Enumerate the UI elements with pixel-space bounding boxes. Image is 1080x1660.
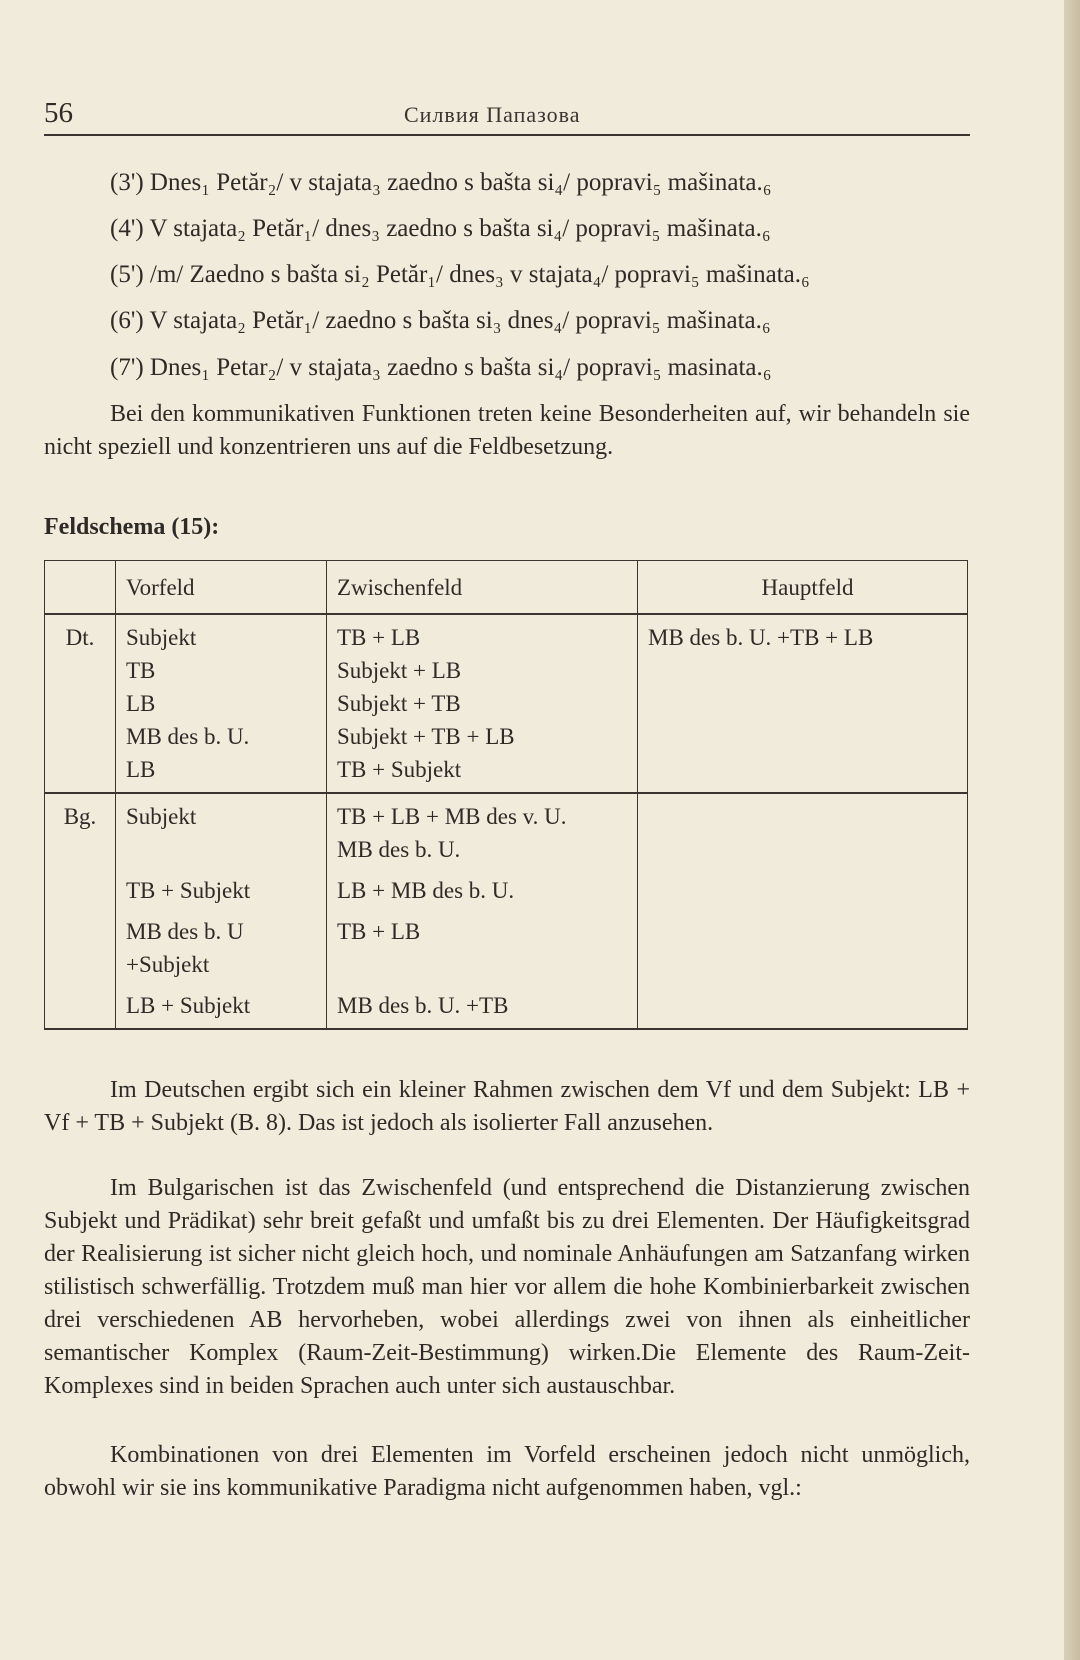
zwischenfeld-cell <box>327 614 638 793</box>
vorfeld-item: TB <box>126 658 156 683</box>
paragraph-deutsch: Im Deutschen ergibt sich ein kleiner Rahmen zwischen dem Vf und dem Subjekt: LB + Vf + TB + Subjekt (B. 8). Das ist jedoch als isolierter Fall anzusehen. <box>44 1077 970 1136</box>
language-label: Bg. <box>45 793 116 1029</box>
table-row-bg <box>45 793 968 1029</box>
paragraph-bulgarisch: Im Bulgarischen ist das Zwischenfeld (und entsprechend die Distanzierung zwischen Subjekt und Prädikat) sehr breit gefaßt und umfaßt bis zu drei Elementen. Der Häufigkeitsgrad der Realisierung ist sicher nicht gleich hoch, und nominale Anhäufungen am Satzanfang wirken stilistisch schwerfällig. Trotzdem muß man hier vor allem die hohe Kombinierbarkeit zwischen drei verschiedenen AB hervorheben, wobei allerdings zwei von ihnen als einheitlicher semantischer Komplex (Raum-Zeit-Bestimmung) wirken.Die Elemente des Raum-Zeit-Komplexes sind in beiden Sprachen auch unter sich austauschbar. <box>44 1175 970 1399</box>
example-7: (7') Dnes₁ Petar₂/ v stajata₃ zaedno s bašta si₄/ popravi₅ masinata.₆ <box>110 354 772 381</box>
vorfeld-cell <box>116 614 327 793</box>
table-row-dt <box>45 614 968 793</box>
language-label: Dt. <box>45 614 116 793</box>
header-hauptfeld: Hauptfeld <box>638 561 968 615</box>
example-4: (4') V stajata₂ Petăr₁/ dnes₃ zaedno s bašta si₄/ popravi₅ mašinata.₆ <box>110 215 771 242</box>
zwischenfeld-item: LB + MB des b. U. <box>337 878 515 903</box>
table-caption: Feldschema (15): <box>44 514 220 540</box>
vorfeld-item: LB + Subjekt <box>126 993 251 1018</box>
header-zwischenfeld: Zwischenfeld <box>327 561 638 615</box>
header-empty <box>45 561 116 615</box>
vorfeld-item: LB <box>126 691 156 716</box>
vorfeld-item <box>126 833 326 866</box>
hauptfeld-cell <box>638 793 968 1029</box>
header-vorfeld: Vorfeld <box>116 561 327 615</box>
vorfeld-item: Subjekt <box>126 625 197 650</box>
zwischenfeld-item <box>337 948 637 981</box>
zwischenfeld-item: MB des b. U. <box>337 837 461 862</box>
vorfeld-item: LB <box>126 757 156 782</box>
hauptfeld-cell <box>638 614 968 793</box>
running-title: Силвия Папазова <box>404 102 581 127</box>
hauptfeld-item: MB des b. U. +TB + LB <box>648 625 874 650</box>
paragraph-kombinationen: Kombinationen von drei Elementen im Vorfeld erscheinen jedoch nicht unmöglich, obwohl wir sie ins kommunikative Paradigma nicht aufgenommen haben, vgl.: <box>44 1442 970 1501</box>
example-3: (3') Dnes₁ Petăr₂/ v stajata₃ zaedno s bašta si₄/ popravi₅ mašinata.₆ <box>110 169 772 196</box>
page-edge <box>1064 0 1080 1660</box>
vorfeld-item: +Subjekt <box>126 952 210 977</box>
zwischenfeld-item: Subjekt + LB <box>337 658 462 683</box>
zwischenfeld-item: MB des b. U. +TB <box>337 993 509 1018</box>
vorfeld-item: TB + Subjekt <box>126 878 251 903</box>
paragraph-functions: Bei den kommunikativen Funktionen treten keine Besonderheiten auf, wir behandeln sie nicht speziell und konzentrieren uns auf die Feldbesetzung. <box>44 401 970 460</box>
vorfeld-item: MB des b. U <box>126 919 244 944</box>
feldschema-table <box>44 560 968 1030</box>
zwischenfeld-item: TB + LB + MB des v. U. <box>337 804 567 829</box>
page-header <box>44 96 970 136</box>
zwischenfeld-item: TB + LB <box>337 625 421 650</box>
example-5: (5') /m/ Zaedno s bašta si₂ Petăr₁/ dnes₃ v stajata₄/ popravi₅ mašinata.₆ <box>110 261 810 288</box>
zwischenfeld-item: Subjekt + TB <box>337 691 461 716</box>
vorfeld-item: MB des b. U. <box>126 724 250 749</box>
page-number: 56 <box>44 97 73 129</box>
example-6: (6') V stajata₂ Petăr₁/ zaedno s bašta si₃ dnes₄/ popravi₅ mašinata.₆ <box>110 307 771 334</box>
vorfeld-cell <box>116 793 327 1029</box>
zwischenfeld-item: TB + Subjekt <box>337 757 462 782</box>
zwischenfeld-item: Subjekt + TB + LB <box>337 724 515 749</box>
zwischenfeld-item: TB + LB <box>337 919 421 944</box>
zwischenfeld-cell <box>327 793 638 1029</box>
vorfeld-item: Subjekt <box>126 804 197 829</box>
